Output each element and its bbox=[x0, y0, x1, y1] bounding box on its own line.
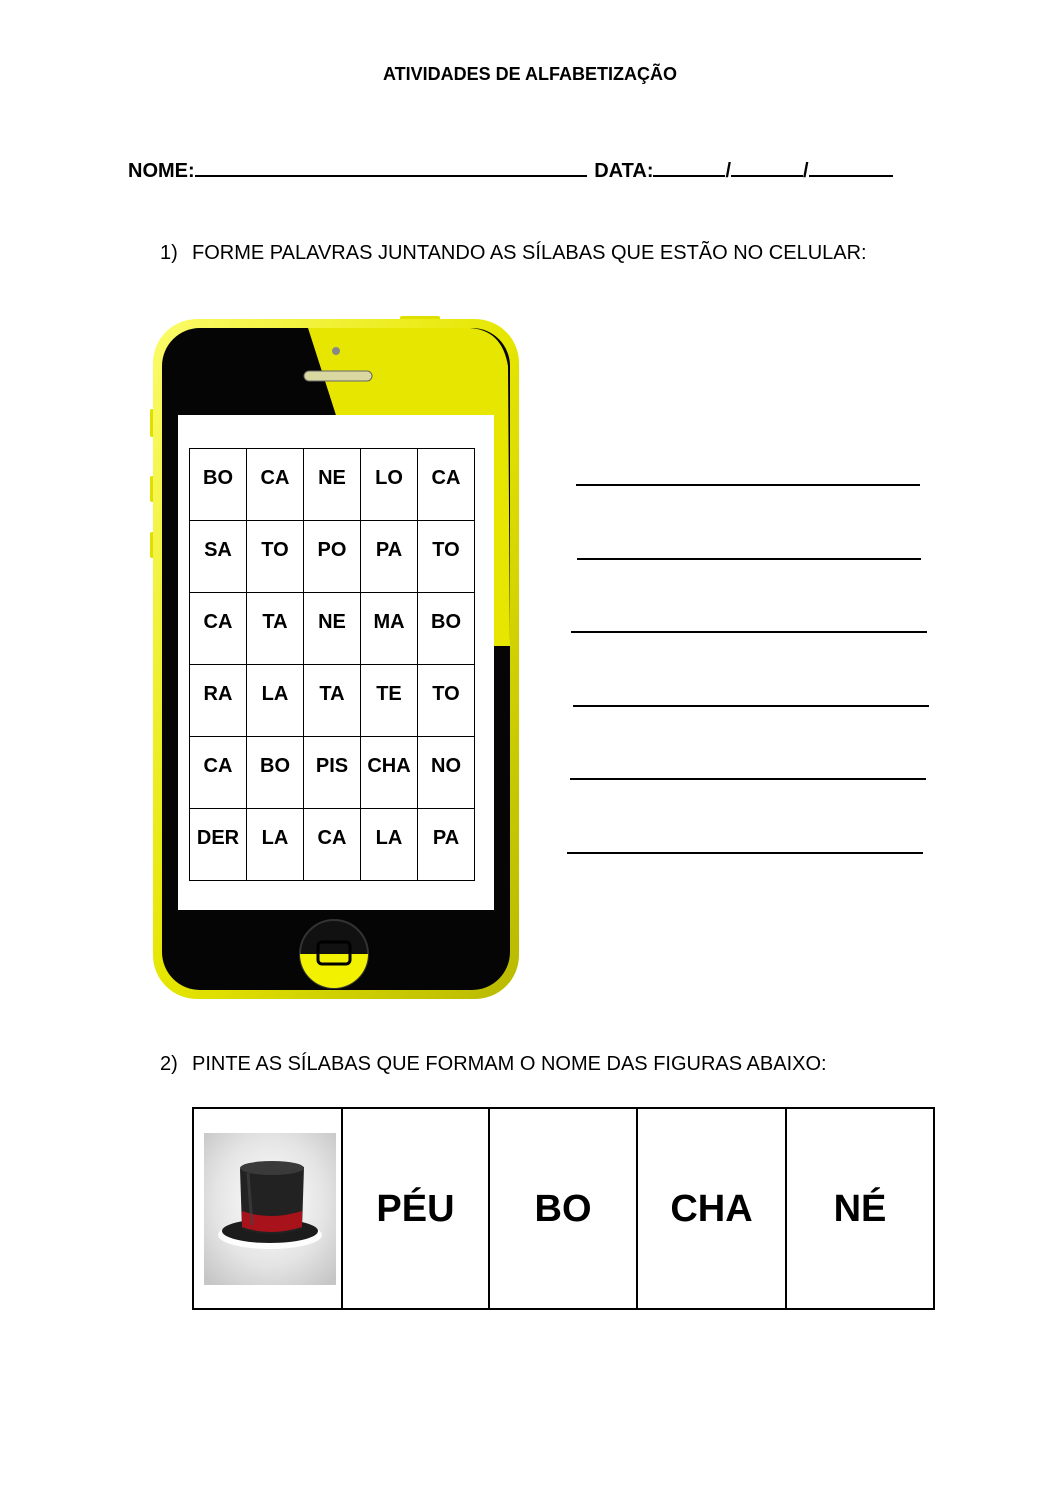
syllable-cell: CA bbox=[304, 809, 361, 881]
date-separator: / bbox=[803, 160, 809, 182]
question-number: 2) bbox=[160, 1053, 178, 1075]
syllable-cell: NE bbox=[304, 593, 361, 665]
name-field[interactable] bbox=[195, 157, 587, 177]
syllable-cell: LA bbox=[247, 665, 304, 737]
grid-row bbox=[190, 521, 475, 593]
syllable-cell: CA bbox=[190, 737, 247, 809]
syllable-cell[interactable] bbox=[342, 1108, 489, 1309]
syllable-cell: PA bbox=[361, 521, 418, 593]
syllable-cell[interactable] bbox=[489, 1108, 637, 1309]
answer-line[interactable] bbox=[573, 705, 929, 707]
syllable-grid bbox=[189, 448, 475, 881]
syllable-cell: NO bbox=[418, 737, 475, 809]
syllable-cell: BO bbox=[190, 449, 247, 521]
syllable-cell: DER bbox=[190, 809, 247, 881]
syllable-cell: CHA bbox=[361, 737, 418, 809]
syllable-text: CHA bbox=[670, 1188, 753, 1230]
syllable-cell: TO bbox=[418, 665, 475, 737]
figure-table bbox=[192, 1107, 935, 1310]
grid-row bbox=[190, 737, 475, 809]
syllable-cell: PIS bbox=[304, 737, 361, 809]
syllable-cell: LA bbox=[247, 809, 304, 881]
date-day-field[interactable] bbox=[653, 157, 725, 177]
date-year-field[interactable] bbox=[809, 157, 893, 177]
syllable-cell: MA bbox=[361, 593, 418, 665]
syllable-cell: LA bbox=[361, 809, 418, 881]
syllable-cell: RA bbox=[190, 665, 247, 737]
syllable-cell: LO bbox=[361, 449, 418, 521]
date-separator: / bbox=[725, 160, 732, 182]
date-month-field[interactable] bbox=[731, 157, 803, 177]
grid-row bbox=[190, 665, 475, 737]
syllable-cell: BO bbox=[247, 737, 304, 809]
syllable-cell[interactable] bbox=[786, 1108, 934, 1309]
syllable-text: PÉU bbox=[376, 1188, 455, 1230]
syllable-cell: CA bbox=[247, 449, 304, 521]
question-1 bbox=[160, 242, 867, 265]
page-title: ATIVIDADES DE ALFABETIZAÇÃO bbox=[382, 64, 677, 84]
syllable-cell: NE bbox=[304, 449, 361, 521]
question-text: FORME PALAVRAS JUNTANDO AS SÍLABAS QUE ESTÃO NO CELULAR: bbox=[192, 242, 867, 264]
grid-row bbox=[190, 449, 475, 521]
answer-line[interactable] bbox=[571, 631, 927, 633]
syllable-cell: CA bbox=[190, 593, 247, 665]
answer-line[interactable] bbox=[567, 852, 923, 854]
syllable-cell: PO bbox=[304, 521, 361, 593]
syllable-cell: TA bbox=[247, 593, 304, 665]
date-label: DATA: bbox=[594, 160, 654, 182]
syllable-cell: PA bbox=[418, 809, 475, 881]
grid-row bbox=[190, 593, 475, 665]
figure-cell bbox=[193, 1108, 342, 1309]
syllable-cell: TO bbox=[247, 521, 304, 593]
question-number: 1) bbox=[160, 242, 178, 264]
top-hat-icon bbox=[204, 1133, 336, 1285]
syllable-cell: BO bbox=[418, 593, 475, 665]
answer-line[interactable] bbox=[570, 778, 926, 780]
syllable-cell: TE bbox=[361, 665, 418, 737]
answer-line[interactable] bbox=[577, 558, 921, 560]
syllable-cell: TA bbox=[304, 665, 361, 737]
answer-line[interactable] bbox=[576, 484, 920, 486]
syllable-cell[interactable] bbox=[637, 1108, 786, 1309]
question-text: PINTE AS SÍLABAS QUE FORMAM O NOME DAS FIGURAS ABAIXO: bbox=[192, 1053, 827, 1075]
syllable-text: BO bbox=[534, 1188, 592, 1230]
syllable-cell: SA bbox=[190, 521, 247, 593]
name-label: NOME: bbox=[128, 160, 195, 182]
name-date-line bbox=[128, 157, 893, 183]
syllable-cell: CA bbox=[418, 449, 475, 521]
question-2 bbox=[160, 1053, 827, 1076]
grid-row bbox=[190, 809, 475, 881]
home-button-icon bbox=[300, 920, 368, 988]
syllable-text: NÉ bbox=[833, 1188, 887, 1230]
syllable-cell: TO bbox=[418, 521, 475, 593]
